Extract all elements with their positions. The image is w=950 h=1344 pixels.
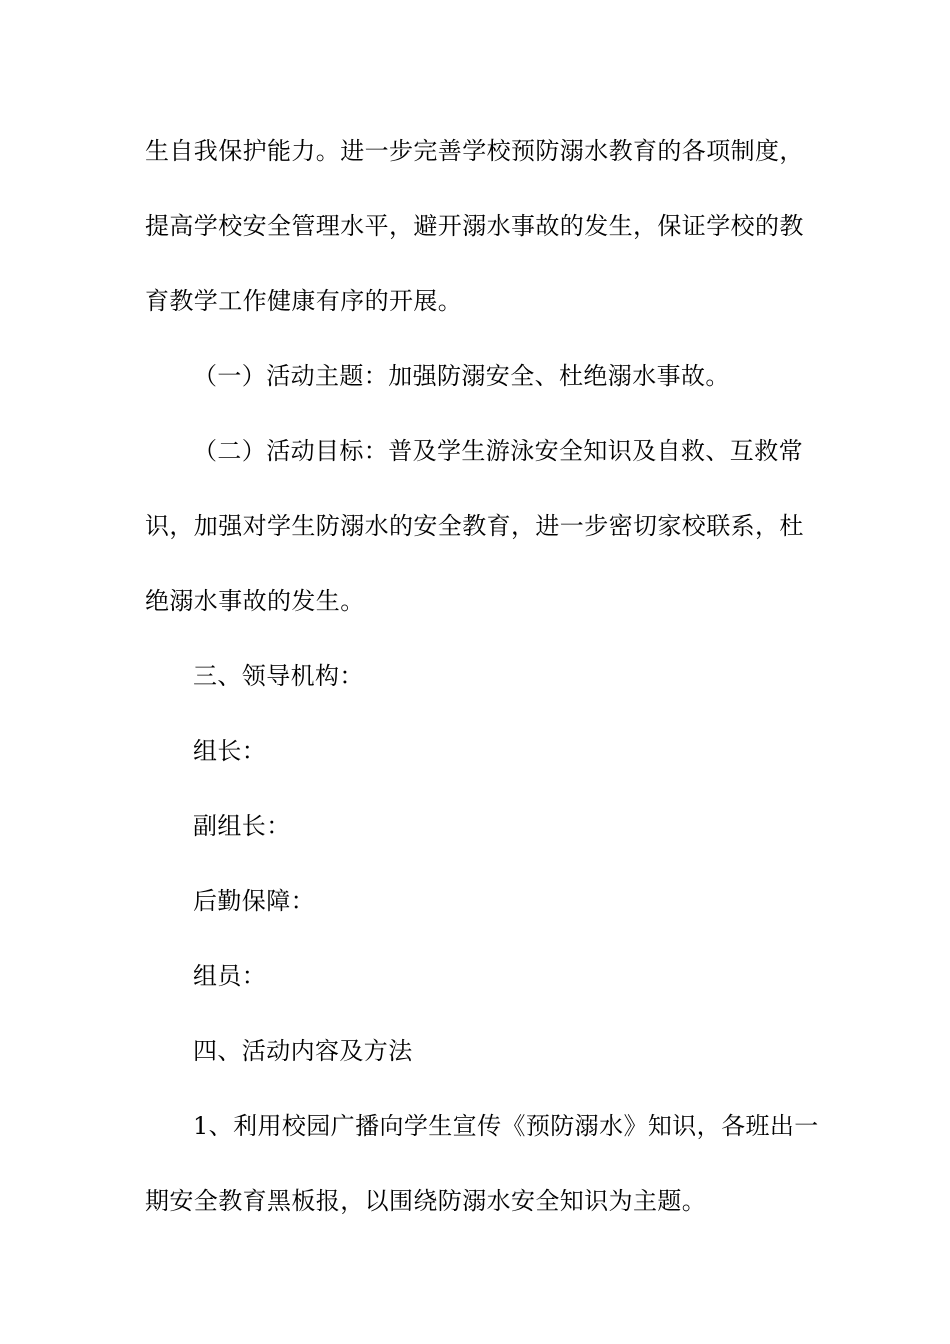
role-logistics: 后勤保障： xyxy=(193,887,315,915)
activity-theme: （一）活动主题：加强防溺安全、杜绝溺水事故。 xyxy=(193,362,730,390)
paragraph-line: 生自我保护能力。进一步完善学校预防溺水教育的各项制度， xyxy=(145,137,804,165)
section-heading: 三、领导机构： xyxy=(193,662,364,690)
role-deputy-leader: 副组长： xyxy=(193,812,291,840)
paragraph-line: 提高学校安全管理水平，避开溺水事故的发生，保证学校的教 xyxy=(145,212,804,240)
list-item: 1、利用校园广播向学生宣传《预防溺水》知识，各班出一 xyxy=(193,1112,819,1140)
paragraph-line: 绝溺水事故的发生。 xyxy=(145,587,365,615)
activity-goal: （二）活动目标：普及学生游泳安全知识及自救、互救常 xyxy=(193,437,803,465)
paragraph-line: 识，加强对学生防溺水的安全教育，进一步密切家校联系，杜 xyxy=(145,512,804,540)
paragraph-line: 育教学工作健康有序的开展。 xyxy=(145,287,463,315)
section-heading: 四、活动内容及方法 xyxy=(193,1037,413,1065)
paragraph-line: 期安全教育黑板报，以围绕防溺水安全知识为主题。 xyxy=(145,1187,707,1215)
role-leader: 组长： xyxy=(193,737,267,765)
role-members: 组员： xyxy=(193,962,267,990)
